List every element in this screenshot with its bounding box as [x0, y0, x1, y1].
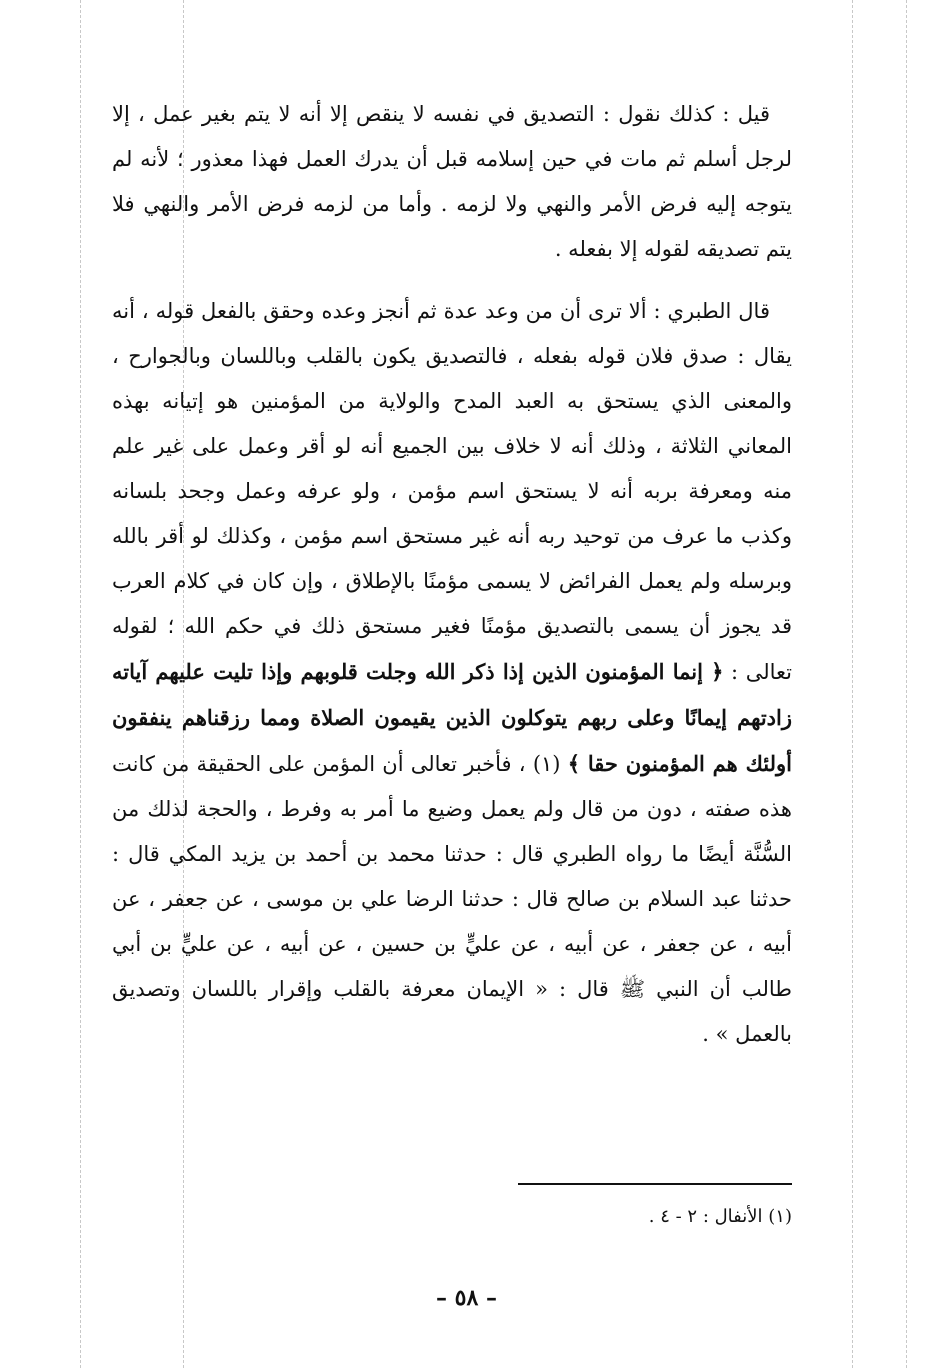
footnote-separator — [518, 1183, 792, 1185]
page-number: – ٥٨ – — [436, 1285, 497, 1311]
paragraph-2-text-after-verse: ، فأخبر تعالى أن المؤمن على الحقيقة من كانت هذه صفته ، دون من قال ولم يعمل وضيع ما أمر به وفرط ، والحجة لذلك من السُّنَّة أيضًا ما رواه الطبري قال : حدثنا محمد بن أحمد بن يزيد المكي قال : حدثنا عبد السلام بن صالح قال : حدثنا الرضا علي بن موسى ، عن جعفر ، عن أبيه ، عن جعفر ، عن أبيه ، عن عليٍّ بن حسين ، عن أبيه ، عن عليٍّ بن أبي طالب أن النبي ﷺ قال : « الإيمان معرفة بالقلب وإقرار باللسان وتصديق بالعمل » . — [112, 752, 792, 1046]
body-text — [112, 92, 792, 1057]
paragraph-1-text: قيل : كذلك نقول : التصديق في نفسه لا ينقص إلا أنه لا يتم بغير عمل ، إلا لرجل أسلم ثم مات في حين إسلامه قبل أن يدرك العمل فهذا معذور ؛ لأنه لم يتوجه إليه فرض الأمر والنهي ولا لزمه . وأما من لزمه فرض الأمر والنهي فلا يتم تصديقه لقوله إلا بفعله . — [112, 102, 792, 261]
paragraph-1 — [112, 92, 792, 272]
scan-artifact-line — [80, 0, 81, 1368]
paragraph-2-text-before-verse: قال الطبري : ألا ترى أن من وعد عدة ثم أنجز وعده وحقق بالفعل قوله ، أنه يقال : صدق فلان قوله بفعله ، فالتصديق يكون بالقلب وباللسان وبالجوارح ، والمعنى الذي يستحق به العبد المدح والولاية من المؤمنين هو إتيانه بهذه المعاني الثلاثة ، وذلك أنه لا خلاف بين الجميع أنه لو أقر وعمل على غير علم منه ومعرفة بربه أنه لا يستحق اسم مؤمن ، ولو عرفه وعمل وجحد بلسانه وكذب ما عرف من توحيد ربه أنه غير مستحق اسم مؤمن ، وكذلك لو أقر بالله وبرسله ولم يعمل الفرائض لا يسمى مؤمنًا بالإطلاق ، وإن كان في كلام العرب قد يجوز أن يسمى بالتصديق مؤمنًا فغير مستحق ذلك في حكم الله ؛ لقوله تعالى : — [112, 299, 792, 684]
scan-artifact-line — [852, 0, 853, 1368]
quran-verse: ﴿ إنما المؤمنون الذين إذا ذكر الله وجلت قلوبهم وإذا تليت عليهم آياته زادتهم إيمانًا وعلى ربهم يتوكلون الذين يقيمون الصلاة ومما رزقناهم ينفقون أولئك هم المؤمنون حقا ﴾ — [112, 659, 792, 776]
footnote-reference: (١) — [525, 752, 568, 776]
footnote: (١) الأنفال : ٢ - ٤ . — [648, 1206, 792, 1227]
scan-artifact-line — [906, 0, 907, 1368]
paragraph-2 — [112, 289, 792, 1057]
